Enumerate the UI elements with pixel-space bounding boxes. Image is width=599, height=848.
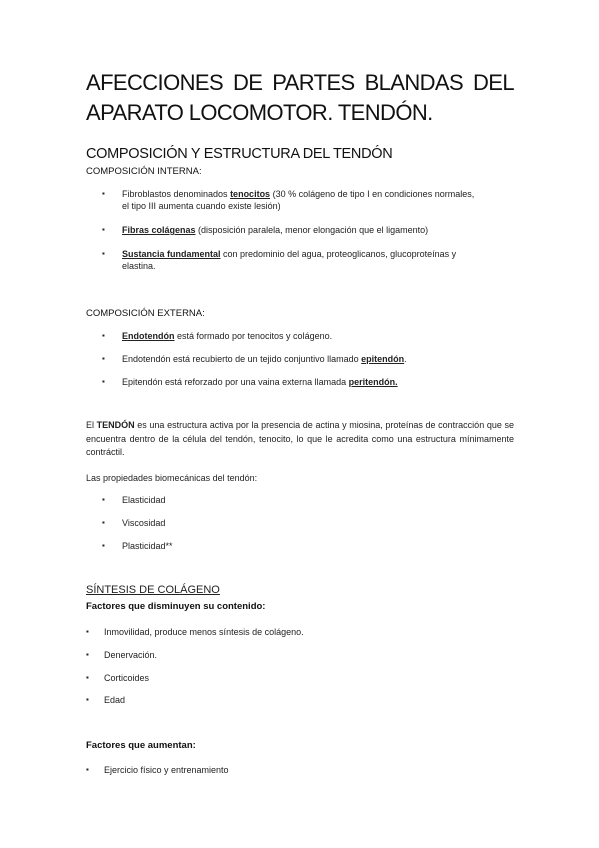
list-item: ▪ Sustancia fundamental con predominio del agua, proteoglicanos, glucoproteínas y elastina. [102, 249, 457, 271]
external-composition-heading: COMPOSICIÓN EXTERNA: [86, 308, 205, 319]
list-item: ▪ Fibroblastos denominados tenocitos (30 % colágeno de tipo I en condiciones normales, el tipo III aumenta cuando existe lesión) [102, 189, 475, 211]
bullet-icon: ▪ [102, 518, 105, 527]
bullet-icon: ▪ [102, 354, 105, 363]
bullet-icon: ▪ [102, 331, 105, 340]
bullet-icon: ▪ [86, 650, 89, 659]
bullet-icon: ▪ [86, 673, 89, 682]
bullet-icon: ▪ [102, 377, 105, 386]
list-item: ▪ Elasticidad [102, 495, 166, 505]
tendon-paragraph: El TENDÓN es una estructura activa por la presencia de actina y miosina, proteínas de contracción que se encuentra dentro de la célula del tendón, tenocito, lo que le acredita como una estructura mínimamente contráctil. [86, 420, 514, 457]
document-title [86, 68, 514, 128]
increase-factors-heading: Factores que aumentan: [86, 740, 196, 751]
decrease-factors-heading: Factores que disminuyen su contenido: [86, 601, 266, 612]
list-item: ▪ Endotendón está formado por tenocitos y colágeno. [102, 331, 333, 341]
list-item: ▪ Viscosidad [102, 518, 166, 528]
internal-composition-heading: COMPOSICIÓN INTERNA: [86, 166, 202, 177]
section-heading-composition: COMPOSICIÓN Y ESTRUCTURA DEL TENDÓN [86, 146, 393, 162]
list-item: ▪ Plasticidad** [102, 541, 173, 551]
bullet-icon: ▪ [102, 541, 105, 550]
title-line-1: AFECCIONES DE PARTES BLANDAS DEL [86, 70, 514, 95]
properties-intro: Las propiedades biomecánicas del tendón: [86, 473, 258, 483]
list-item: ▪ Denervación. [86, 650, 158, 660]
list-item: ▪ Corticoides [86, 673, 150, 683]
bullet-icon: ▪ [86, 627, 89, 636]
bullet-icon: ▪ [102, 225, 105, 234]
title-line-2: APARATO LOCOMOTOR. TENDÓN. [86, 100, 433, 125]
bullet-icon: ▪ [102, 189, 105, 198]
bullet-icon: ▪ [86, 695, 89, 704]
list-item: ▪ Fibras colágenas (disposición paralela, menor elongación que el ligamento) [102, 225, 429, 235]
bullet-icon: ▪ [102, 249, 105, 258]
list-item: ▪ Endotendón está recubierto de un tejido conjuntivo llamado epitendón. [102, 354, 407, 364]
list-item: ▪ Epitendón está reforzado por una vaina externa llamada peritendón. [102, 377, 398, 387]
bullet-icon: ▪ [102, 495, 105, 504]
list-item: ▪ Inmovilidad, produce menos síntesis de colágeno. [86, 627, 304, 637]
list-item: ▪ Ejercicio físico y entrenamiento [86, 765, 229, 775]
list-item: ▪ Edad [86, 695, 126, 705]
section-heading-collagen: SÍNTESIS DE COLÁGENO [86, 584, 220, 596]
bullet-icon: ▪ [86, 765, 89, 774]
